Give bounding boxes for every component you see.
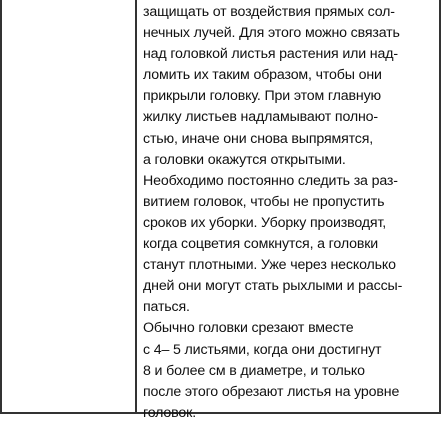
- text-line: Обычно головки срезают вместе: [143, 320, 354, 337]
- text-line: а головки окажутся открытыми.: [143, 151, 346, 168]
- text-line: с 4– 5 листьями, когда они достигнут: [143, 341, 382, 358]
- text-line: станут плотными. Уже через несколько: [143, 257, 396, 274]
- text-line: Необходимо постоянно следить за раз-: [143, 172, 398, 189]
- text-line: сроков их уборки. Уборку производят,: [143, 214, 387, 231]
- text-line: над головкой листья растения или над-: [143, 46, 398, 63]
- text-line: дней они могут стать рыхлыми и рассы-: [143, 278, 403, 295]
- text-line: стью, иначе они снова выпрямятся,: [143, 130, 374, 147]
- table-cell-right: [143, 2, 435, 421]
- table-border-divider: [135, 0, 137, 414]
- text-line: нечных лучей. Для этого можно связать: [143, 25, 400, 42]
- text-line: витием головок, чтобы не пропустить: [143, 193, 385, 210]
- table-cell-left: [2, 0, 135, 412]
- text-line: после этого обрезают листья на уровне: [143, 383, 400, 400]
- text-line: 8 и более см в диаметре, и только: [143, 362, 365, 379]
- text-line: головок.: [143, 404, 196, 421]
- text-line: защищать от воздействия прямых сол-: [143, 4, 395, 20]
- text-line: ломить их таким образом, чтобы они: [143, 67, 382, 84]
- text-line: когда соцветия сомкнутся, а головки: [143, 236, 379, 253]
- text-line: прикрыли головку. При этом главную: [143, 88, 382, 105]
- text-line: жилку листьев надламывают полно-: [143, 109, 379, 126]
- text-line: паться.: [143, 299, 190, 316]
